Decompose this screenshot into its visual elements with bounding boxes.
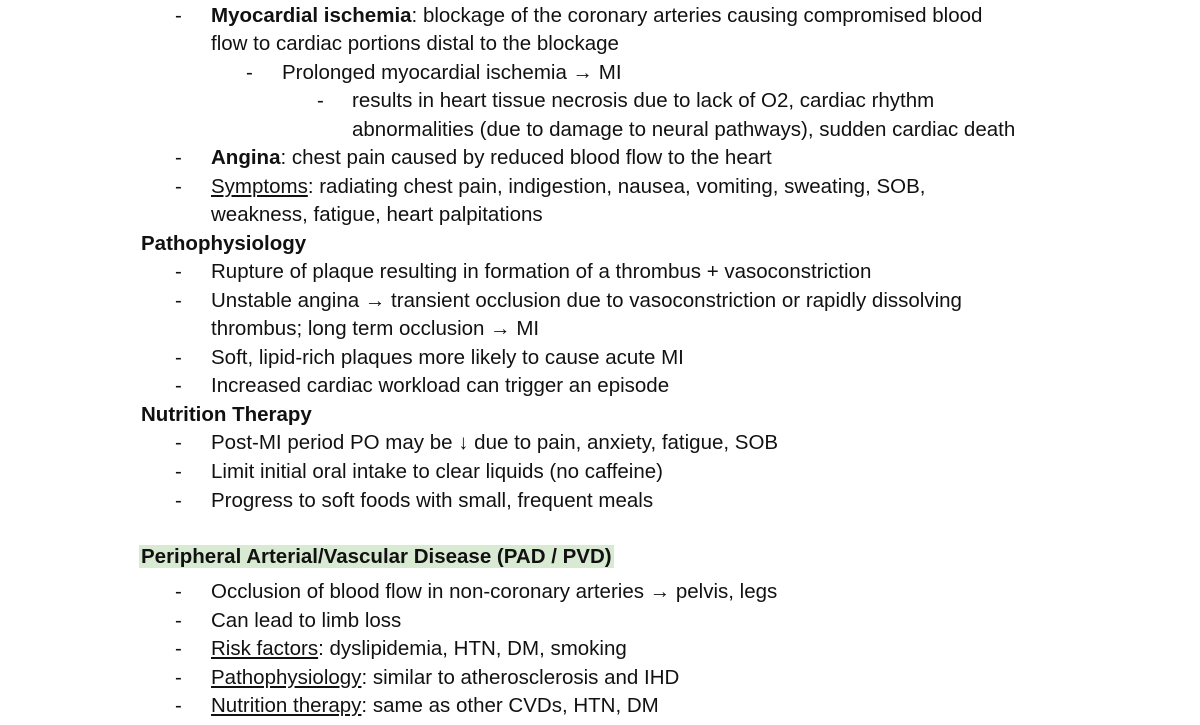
list-item: Progress to soft foods with small, frequent meals (211, 489, 654, 512)
term-myocardial-ischemia: Myocardial ischemia (211, 4, 412, 27)
bullet-dash: - (175, 580, 182, 603)
term-angina: Angina (211, 146, 281, 169)
list-item-myocardial-ischemia (211, 2, 982, 30)
term-risk-factors: Risk factors (211, 637, 319, 660)
list-item: Increased cardiac workload can trigger an episode (211, 374, 670, 397)
bullet-dash: - (175, 260, 182, 283)
definition-text: : similar to atherosclerosis and IHD (361, 666, 680, 689)
bullet-dash: - (175, 609, 182, 632)
list-item-risk-factors (211, 635, 627, 663)
list-item: Occlusion of blood flow in non-coronary arteries → pelvis, legs (211, 580, 778, 603)
highlighted-heading-text: Peripheral Arterial/Vascular Disease (PAD / PVD) (141, 545, 612, 568)
bullet-dash: - (175, 637, 182, 660)
list-item: Soft, lipid-rich plaques more likely to cause acute MI (211, 346, 684, 369)
list-item-continuation: thrombus; long term occlusion → MI (211, 317, 540, 340)
list-item: Unstable angina → transient occlusion due to vasoconstriction or rapidly dissolving (211, 289, 962, 312)
list-item-continuation: weakness, fatigue, heart palpitations (211, 203, 543, 226)
list-item: Can lead to limb loss (211, 609, 402, 632)
bullet-dash: - (175, 146, 182, 169)
section-heading-pad (139, 543, 614, 571)
list-item: Limit initial oral intake to clear liquids (no caffeine) (211, 460, 663, 483)
list-item-continuation: abnormalities (due to damage to neural pathways), sudden cardiac death (352, 118, 1016, 141)
bullet-dash: - (175, 4, 182, 27)
bullet-dash: - (175, 175, 182, 198)
bullet-dash: - (317, 89, 324, 112)
definition-text: : blockage of the coronary arteries causing compromised blood (411, 4, 983, 27)
bullet-dash: - (175, 489, 182, 512)
list-item-necrosis: results in heart tissue necrosis due to lack of O2, cardiac rhythm (352, 89, 935, 112)
list-item-prolonged-ischemia: Prolonged myocardial ischemia → MI (282, 61, 622, 84)
bullet-dash: - (175, 666, 182, 689)
definition-text: : chest pain caused by reduced blood flow to the heart (280, 146, 772, 169)
bullet-dash: - (175, 431, 182, 454)
definition-text: : dyslipidemia, HTN, DM, smoking (318, 637, 627, 660)
term-nutrition-therapy: Nutrition therapy (211, 694, 362, 717)
bullet-dash: - (175, 460, 182, 483)
definition-text: : radiating chest pain, indigestion, nausea, vomiting, sweating, SOB, (307, 175, 926, 198)
bullet-dash: - (175, 694, 182, 717)
list-item: Post-MI period PO may be ↓ due to pain, anxiety, fatigue, SOB (211, 431, 779, 454)
bullet-dash: - (175, 289, 182, 312)
section-heading-pathophysiology: Pathophysiology (141, 232, 307, 255)
bullet-dash: - (175, 374, 182, 397)
list-item-nutrition-therapy (211, 692, 659, 720)
bullet-dash: - (246, 61, 253, 84)
list-item: Rupture of plaque resulting in formation of a thrombus + vasoconstriction (211, 260, 872, 283)
bullet-dash: - (175, 346, 182, 369)
term-pathophysiology: Pathophysiology (211, 666, 362, 689)
section-heading-nutrition-therapy: Nutrition Therapy (141, 403, 312, 426)
list-item-pathophysiology (211, 664, 679, 692)
definition-text: : same as other CVDs, HTN, DM (361, 694, 659, 717)
list-item-symptoms (211, 173, 925, 201)
list-item-angina (211, 144, 772, 172)
list-item-continuation: flow to cardiac portions distal to the blockage (211, 32, 619, 55)
term-symptoms: Symptoms (211, 175, 308, 198)
